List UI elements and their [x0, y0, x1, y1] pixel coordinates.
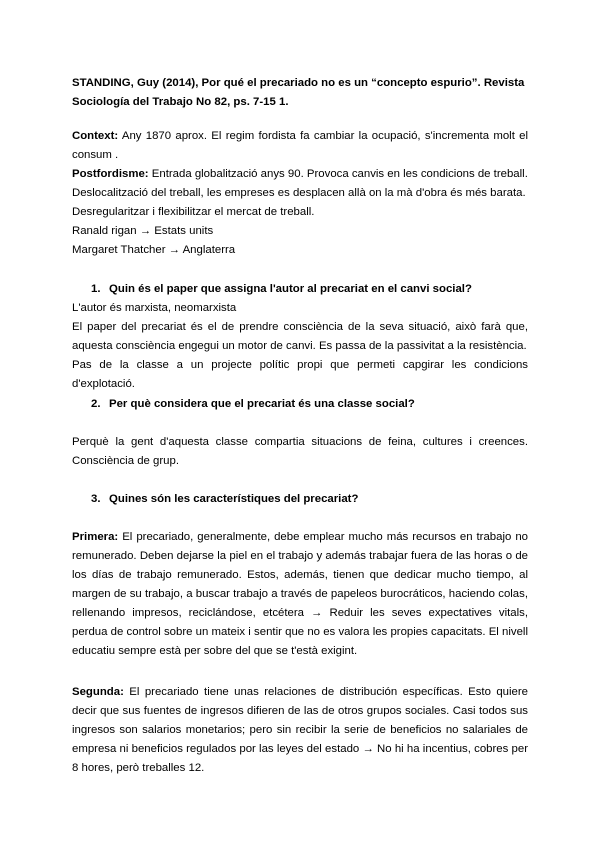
- context-text: Any 1870 aprox. El regim fordista fa cambiar la ocupació, s'incrementa molt el consum .: [72, 130, 528, 161]
- question-3-heading: [91, 490, 358, 509]
- answer-line: El paper del precariat és el de prendre consciència de la seva situació, això farà que, aquesta consciència engegui un motor de canvi. Es passa de la passivitat a la resistència.: [72, 321, 528, 352]
- question-1-heading: [91, 280, 472, 299]
- primera-paragraph: [72, 528, 528, 661]
- primera-label: Primera:: [72, 531, 119, 543]
- context-label: Context:: [72, 130, 119, 142]
- answer-line: Pas de la classe a un projecte polític propi que permeti capgirar les condicions d'explotació.: [72, 359, 528, 390]
- primera-text: El precariado, generalmente, debe emplear mucho más recursos en trabajo no remunerado. Deben dejarse la piel en el trabajo y además trabajar fuera de las horas o de los días de trabajo remunerado. Estos, además, tienen que dedicar mucho tiempo, al margen de su trabajo, a buscar trabajo a través de papeleos burocráticos, haciendo colas, rellenando impresos, reciclándose, etcétera → Reduir les seves expectatives vitals, perdua de control sobre un mateix i sentir que no es valora les propies capacitats. El nivell educatiu sempre està per sobre del que se t'està exigint.: [72, 531, 528, 657]
- citation: STANDING, Guy (2014), Por qué el precariado no es un “concepto espurio”. Revista Sociología del Trabajo No 82, ps. 7-15 1.: [72, 77, 525, 108]
- question-2-answer: [72, 433, 528, 471]
- postfordisme-label: Postfordisme:: [72, 168, 149, 180]
- question-number: 3.: [91, 493, 101, 505]
- segunda-text: El precariado tiene unas relaciones de distribución específicas. Esto quiere decir que sus fuentes de ingresos difieren de las de otros grupos sociales. Casi todos sus ingresos son salarios monetarios; pero sin recibir la serie de beneficios no salariales de empresa ni beneficios regulados por las leyes del estado → No hi ha incentius, cobres per 8 hores, però treballes 12.: [72, 686, 528, 774]
- segunda-label: Segunda:: [72, 686, 124, 698]
- question-title: Quin és el paper que assigna l'autor al precariat en el canvi social?: [109, 283, 472, 295]
- postfordisme-item: Deslocalització del treball, les empreses es desplacen allà on la mà d'obra és més barata.: [72, 187, 526, 199]
- context-paragraph: [72, 127, 528, 165]
- question-title: Per què considera que el precariat és una classe social?: [109, 398, 415, 410]
- postfordisme-item: Ranald rigan → Estats units: [72, 225, 214, 237]
- postfordisme-section: [72, 165, 528, 260]
- postfordisme-item: Desregularitzar i flexibilitzar el mercat de treball.: [72, 206, 315, 218]
- postfordisme-line: [72, 165, 528, 184]
- answer-line: Perquè la gent d'aquesta classe compartia situacions de feina, cultures i creences. Consciència de grup.: [72, 436, 528, 467]
- question-title: Quines són les característiques del precariat?: [109, 493, 359, 505]
- postfordisme-text: Entrada globalització anys 90. Provoca canvis en les condicions de treball.: [148, 168, 528, 180]
- answer-line: L'autor és marxista, neomarxista: [72, 302, 237, 314]
- question-2-heading: [91, 395, 415, 414]
- question-number: 2.: [91, 398, 101, 410]
- postfordisme-item: Margaret Thatcher → Anglaterra: [72, 244, 236, 256]
- segunda-paragraph: [72, 683, 528, 778]
- question-1-answer: [72, 299, 528, 394]
- question-number: 1.: [91, 283, 101, 295]
